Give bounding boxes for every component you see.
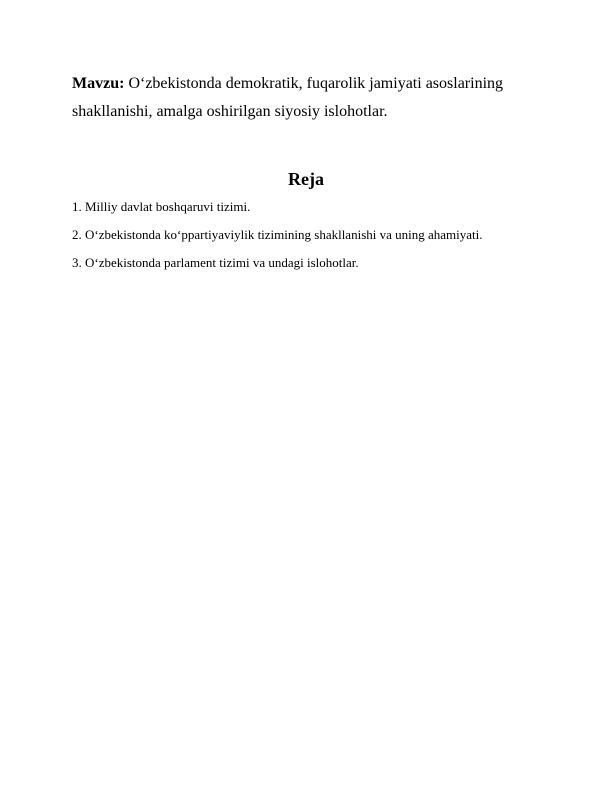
- plan-title: Reja: [288, 169, 324, 189]
- plan-item: 2. O‘zbekistonda ko‘ppartiyaviylik tizimining shakllanishi va uning ahamiyati.: [72, 227, 483, 242]
- topic-paragraph: [72, 70, 542, 126]
- topic-text: O‘zbekistonda demokratik, fuqarolik jamiyati asoslarining shakllanishi, amalga oshirilgan siyosiy islohotlar.: [72, 75, 504, 120]
- topic-label: Mavzu:: [72, 75, 125, 92]
- plan-item: 3. O‘zbekistonda parlament tizimi va undagi islohotlar.: [72, 255, 359, 270]
- plan-item: 1. Milliy davlat boshqaruvi tizimi.: [72, 199, 251, 214]
- plan-list: [72, 199, 552, 283]
